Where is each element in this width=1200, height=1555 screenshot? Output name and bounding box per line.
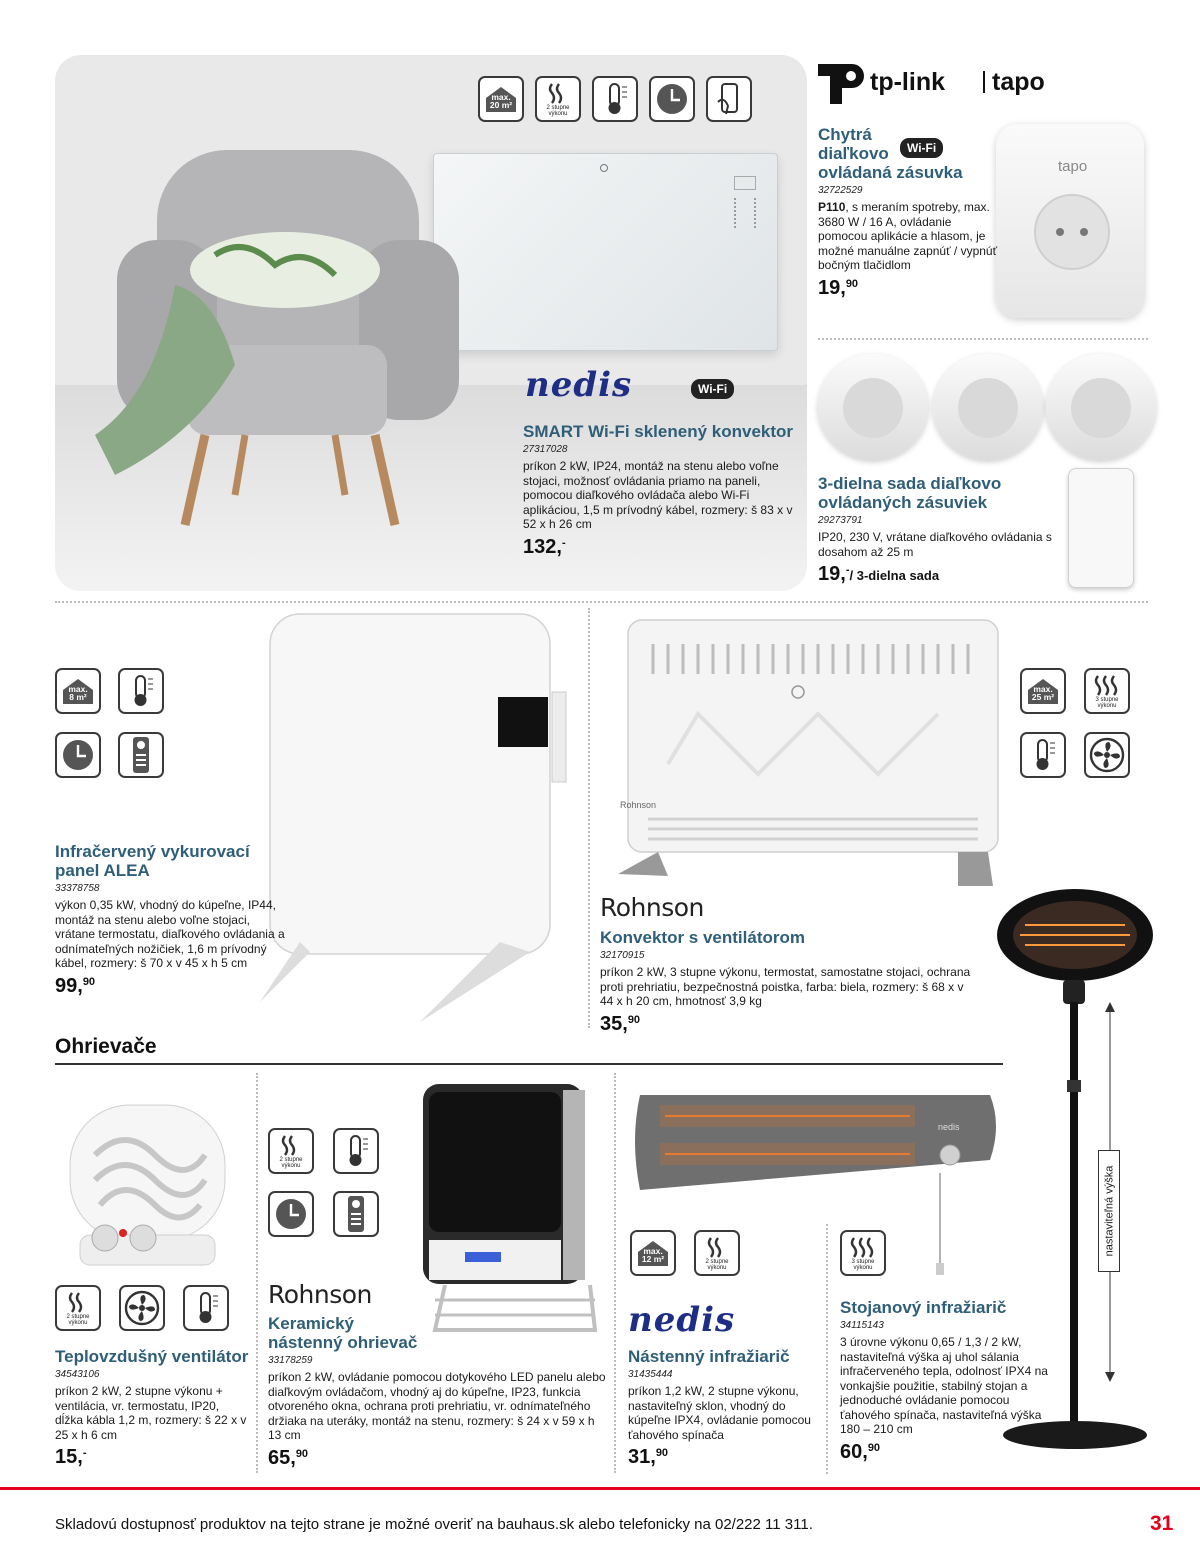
product-code: 27317028 [523,444,568,455]
wall-infrared-heater-image [630,1085,1002,1285]
product-description: 3 úrovne výkonu 0,65 / 1,3 / 2 kW, nastaviteľná výška aj uhol sálania infračerveného tepla, odolnosť IPX4 na vonkajšie použitie, stabilný stojan a jednoduché ovládanie pomocou ťahového spínača, nastaviteľná výška 180 – 210 cm [840,1335,1048,1436]
timer-icon [55,732,101,778]
section-rule [55,1063,1003,1065]
product-price: 35,90 [600,1012,641,1035]
product-description: príkon 1,2 kW, 2 stupne výkonu, nastaviteľný sklon, vhodný do kúpeľne IPX4, ovládanie pomocou ťahového spínača [628,1384,811,1442]
product-title: Konvektor s ventilátorom [600,928,805,947]
standing-ir-info [840,1298,1055,1464]
ceramic-heater-image [415,1080,605,1342]
area-icon: max. 25 m² [1020,668,1066,714]
product-price: 15,- [55,1446,87,1468]
thermostat-icon [118,668,164,714]
product-price: 65,90 [268,1446,309,1469]
product-title: Infračervený vykurovací panel ALEA [55,842,250,880]
heat-levels-icon: 2 stupne výkonu [535,76,581,122]
product-price: 19,90 [818,276,859,299]
area-icon: max. 8 m² [55,668,101,714]
fan-heater-info [55,1347,250,1469]
area-icon: max. 12 m² [630,1230,676,1276]
product-code: 33178259 [268,1355,313,1366]
alea-panel-image [260,612,580,1040]
smart-plug-image: tapo [996,124,1144,318]
convector-info [600,928,980,1036]
product-title: Keramický nástenný ohrievač [268,1314,418,1352]
wall-ir-device-label: nedis [938,1122,960,1132]
alea-info [55,842,290,998]
thermostat-icon [183,1285,229,1331]
nedis-logo: nedis [525,365,633,405]
armchair-image [95,135,515,555]
height-label: nastaviteľná výška [1103,1165,1115,1257]
product-description: príkon 2 kW, ovládanie pomocou dotykového LED panelu alebo diaľkovým ovládačom, vhodný aj do kúpeľne, IP23, funkcia otvoreného okna, ochrana proti prehriatiu, vr. odnímateľného držiaka na uteráky, montáž na stenu, rozmery: š 24 x v 59 x h 13 cm [268,1370,606,1442]
nedis-logo: nedis [628,1300,736,1340]
app-control-icon [706,76,752,122]
product-price: 99,90 [55,974,96,997]
product-title: Stojanový infražiarič [840,1298,1007,1317]
area-icon: max. 20 m² [478,76,524,122]
thermostat-icon [1020,732,1066,778]
product-description: príkon 2 kW, 3 stupne výkonu, termostat, samostatne stojaci, ochrana proti prehriatiu, bezpečnostná poistka, farba: biela, rozmery: š 68 x v 44 x h 20 cm, hmotnosť 3,9 kg [600,965,971,1008]
remote-icon [118,732,164,778]
timer-icon [649,76,695,122]
product-code: 33378758 [55,883,100,894]
heat-levels-icon: 2 stupne výkonu [55,1285,101,1331]
page-number: 31 [1150,1512,1174,1535]
product-code: 32722529 [818,185,863,196]
product-description: príkon 2 kW, IP24, montáž na stenu alebo voľne stojaci, možnosť ovládania priamo na paneli, pomocou diaľkového ovládača alebo Wi-Fi aplikáciou, 1,5 m prívodný kábel, rozmery: š 83 x v 52 x h 26 cm [523,459,793,531]
product-code: 32170915 [600,950,645,961]
product-title: Teplovzdušný ventilátor [55,1347,249,1366]
wifi-badge: Wi-Fi [691,379,734,399]
product-price: 60,90 [840,1440,881,1463]
product-code: 29273791 [818,515,863,526]
hero-product-info [523,422,793,559]
tplink-logo: tp-link tapo [818,62,1068,106]
footer-text: Skladovú dostupnosť produktov na tejto strane je možné overiť na bauhaus.sk alebo telefonicky na 02/222 11 311. [55,1516,813,1533]
product-description: príkon 2 kW, 2 stupne výkonu + ventilácia, vr. termostatu, IP20, dĺžka kábla 1,2 m, rozmery: š 22 x v 25 x h 6 cm [55,1384,247,1442]
heat-levels-icon: 2 stupne výkonu [694,1230,740,1276]
product-code: 34115143 [840,1320,884,1331]
product-title: Nástenný infražiarič [628,1347,790,1366]
wifi-badge: Wi-Fi [900,138,943,158]
product-code: 34543106 [55,1369,100,1380]
product-title: SMART Wi-Fi sklenený konvektor [523,422,794,441]
wall-ir-info [628,1347,818,1469]
heat-levels-icon: 3 stupne výkonu [1084,668,1130,714]
convector-image [608,614,1008,890]
product-description: výkon 0,35 kW, vhodný do kúpeľne, IP44, montáž na stenu alebo voľne stojaci, vrátane termostatu, diaľkového ovládania a odnímateľných nožičiek, 1,6 m prívodný kábel, rozmery: š 70 x v 45 x h 5 cm [55,898,285,970]
thermostat-icon [592,76,638,122]
thermostat-icon [333,1128,379,1174]
socket-set-info [818,474,1063,586]
fan-heater-image [65,1085,230,1270]
fan-icon [119,1285,165,1331]
footer-divider [0,1487,1200,1490]
product-description: P110, s meraním spotreby, max. 3680 W / 16 A, ovládanie pomocou aplikácie a hlasom, je možné manuálne zapnúť / vypnúť bočným tlačidlom [818,200,998,272]
product-code: 31435444 [628,1369,673,1380]
product-price: 132,- [523,535,566,558]
product-title: 3-dielna sada diaľkovo ovládaných zásuviek [818,474,1002,512]
convector-device-label: Rohnson [620,800,657,810]
product-description: IP20, 230 V, vrátane diaľkového ovládania s dosahom až 25 m [818,530,1052,559]
product-price: 19,-/ 3-dielna sada [818,563,940,585]
remote-icon [333,1191,379,1237]
timer-icon [268,1191,314,1237]
fan-icon [1084,732,1130,778]
heat-levels-icon: 2 stupne výkonu [268,1128,314,1174]
socket-set-image [818,346,1158,466]
product-price: 31,90 [628,1446,669,1468]
ceramic-info [268,1314,608,1470]
product-title: Chytrá diaľkovo ovládaná zásuvka [818,125,963,182]
rohnson-logo: Rohnson [600,893,704,922]
height-label-box [1098,1150,1120,1272]
hero-panel [55,55,807,591]
heat-levels-icon: 3 stupne výkonu [840,1230,886,1276]
rohnson-logo: Rohnson [268,1280,372,1309]
remote-control-image [1068,468,1134,588]
section-title: Ohrievače [55,1035,157,1058]
